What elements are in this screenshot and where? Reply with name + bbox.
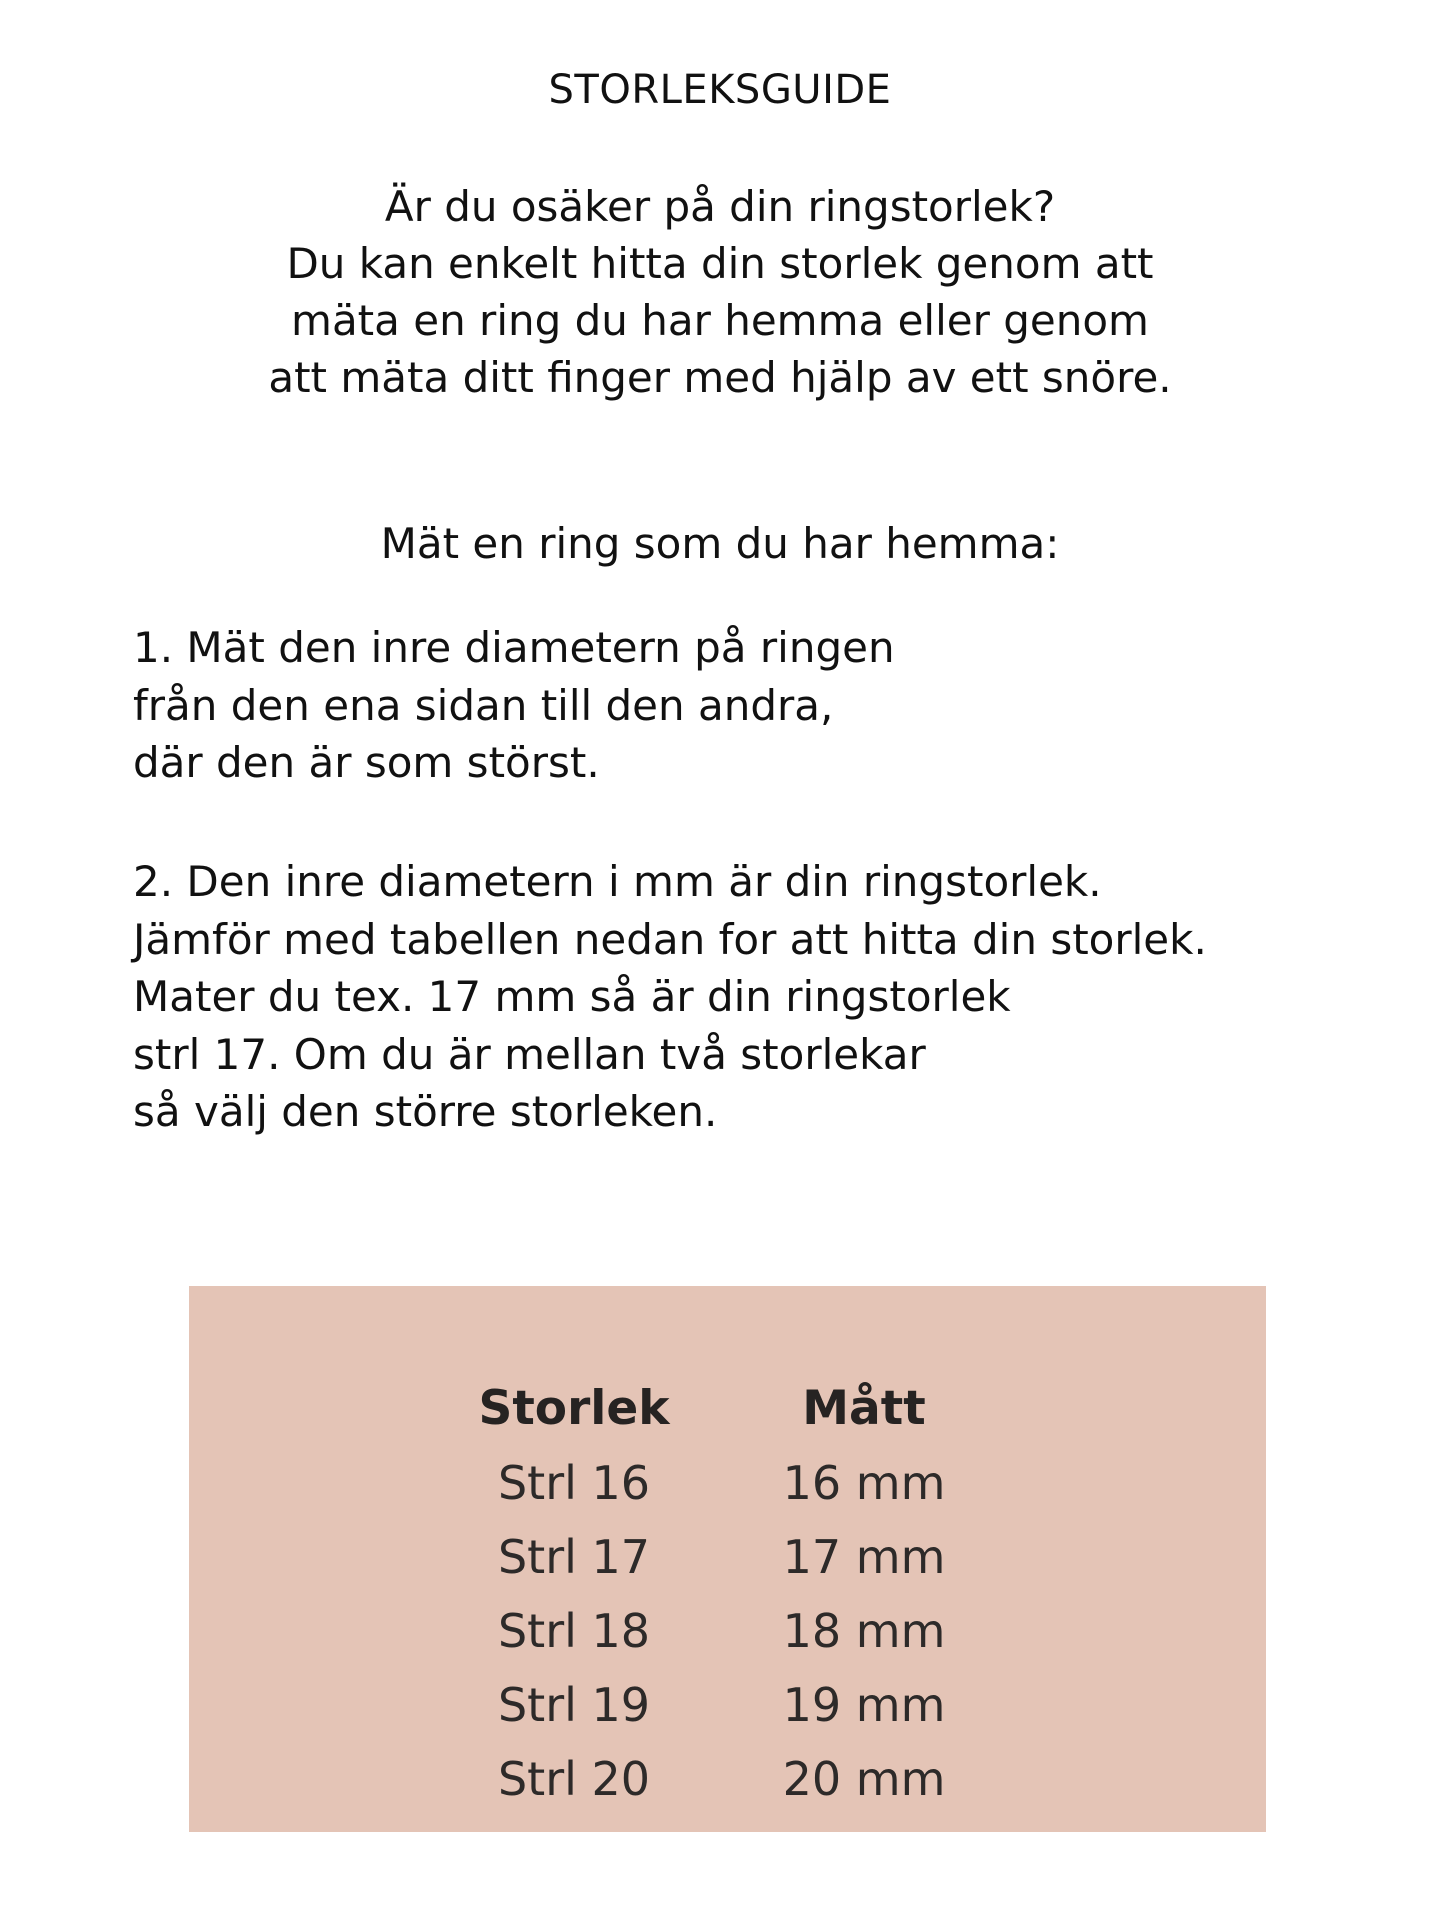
table-row [189, 1594, 1266, 1668]
measure-cell: 17 mm [782, 1530, 946, 1584]
table-row [189, 1742, 1266, 1816]
step-line: 2. Den inre diametern i mm är din ringstorlek. [133, 857, 1102, 906]
step-line: från den ena sidan till den andra, [133, 680, 834, 730]
table-row [189, 1446, 1266, 1520]
page-title: STORLEKSGUIDE [548, 67, 892, 113]
intro-line: Du kan enkelt hitta din storlek genom att [286, 239, 1154, 288]
measure-cell: 18 mm [782, 1604, 946, 1658]
column-header-size: Storlek [478, 1381, 670, 1436]
step-line: 1. Mät den inre diametern på ringen [133, 623, 895, 672]
measure-cell: 16 mm [782, 1456, 946, 1510]
table-row [189, 1668, 1266, 1742]
measure-cell: 19 mm [782, 1678, 946, 1732]
intro-line: Är du osäker på din ringstorlek? [384, 182, 1056, 231]
measure-cell: 20 mm [782, 1752, 946, 1806]
step-line: så välj den större storleken. [133, 1087, 718, 1136]
table-header-row [189, 1372, 1266, 1446]
size-cell: Strl 16 [497, 1456, 651, 1510]
column-header-measure: Mått [802, 1381, 926, 1436]
size-cell: Strl 17 [497, 1530, 651, 1584]
section-heading: Mät en ring som du har hemma: [380, 519, 1060, 568]
intro-text [0, 178, 1440, 406]
size-cell: Strl 18 [497, 1604, 651, 1658]
step-2 [133, 853, 1433, 1141]
step-line: där den är som störst. [133, 738, 600, 787]
size-table [189, 1286, 1266, 1832]
size-cell: Strl 19 [497, 1678, 651, 1732]
table-row [189, 1520, 1266, 1594]
step-1 [133, 619, 1433, 792]
step-line: strl 17. Om du är mellan två storlekar [133, 1029, 926, 1079]
intro-line: att mäta ditt finger med hjälp av ett snöre. [268, 353, 1172, 402]
step-line: Jämför med tabellen nedan for att hitta din storlek. [133, 914, 1207, 964]
intro-line: mäta en ring du har hemma eller genom [291, 296, 1149, 345]
step-line: Mater du tex. 17 mm så är din ringstorlek [133, 972, 1011, 1021]
size-cell: Strl 20 [497, 1752, 651, 1806]
